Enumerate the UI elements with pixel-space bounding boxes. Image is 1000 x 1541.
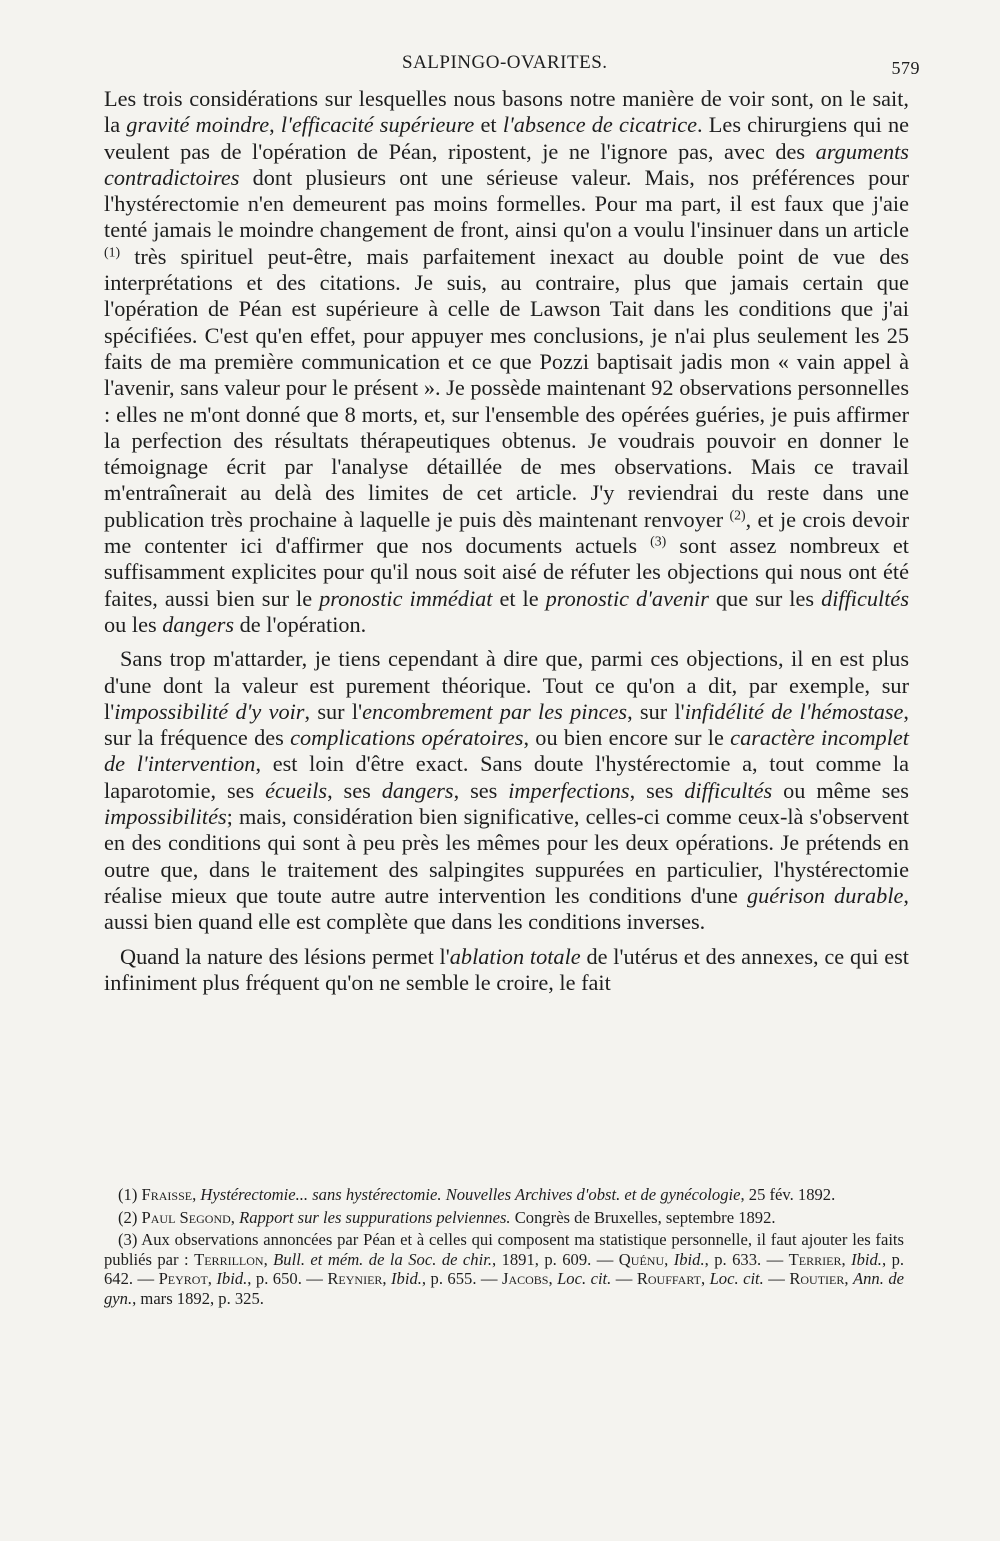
text-run: dont plusieurs ont une sérieuse valeur. Mais, nos préférences pour l'hystérectomie n'en demeurent pas moins formelles. Pour ma part, il est faux que j'aie tenté jamais le moindre changement de front, ainsi qu'on a voulu l'insinuer dans un article	[104, 164, 909, 243]
italic-run: gravité moindre	[126, 112, 270, 138]
page-header	[100, 52, 920, 82]
footnote-text: , mars 1892, p. 325.	[132, 1288, 264, 1308]
footnote-3: (3) Aux observations annoncées par Péan et à celles qui composent ma statistique personnelle, il faut ajouter les faits publiés par : Terrillon, Bull. et mém. de la Soc. de chir., 1891, p. 609. — Quénu, Ibid., p. 633. — Terrier, Ibid., p. 642. — Peyrot, Ibid., p. 650. — Reynier, Ibid., p. 655. — Jacobs, Loc. cit. — Rouffart, Loc. cit. — Routier, Ann. de gyn., mars 1892, p. 325.	[104, 1230, 905, 1308]
footnote-text: Congrès de Bruxelles, septembre 1892.	[510, 1207, 776, 1227]
paragraph-1	[104, 86, 909, 638]
italic-run: infidélité de l'hémostase	[684, 698, 904, 724]
italic-run: impossibilités	[104, 804, 227, 830]
footnote-author: Reynier	[327, 1269, 383, 1289]
footnote-source: Ibid.	[851, 1249, 882, 1269]
text-run: , ses	[327, 777, 382, 803]
text-run: que sur les	[708, 585, 822, 611]
text-run: , ses	[629, 777, 685, 803]
running-title: SALPINGO-OVARITES.	[402, 52, 608, 73]
footnote-text: —	[763, 1269, 790, 1289]
text-run: et le	[492, 585, 546, 611]
italic-run: caractère incomplet de l'intervention	[104, 725, 909, 777]
text-run: , ses	[453, 777, 509, 803]
italic-run: pronostic immédiat	[319, 585, 493, 611]
italic-run: encombrement par les pinces	[362, 698, 628, 724]
footnote-author: Rouffart	[636, 1269, 701, 1289]
footnote-text: , p. 633. —	[704, 1249, 789, 1269]
footnote-author: Quénu	[618, 1249, 665, 1269]
text-run: Les trois considérations sur lesquelles nous basons notre manière de voir sont, on le sait, la	[104, 86, 909, 138]
footnote-mark: (2)	[118, 1207, 138, 1227]
text-run: Sans trop m'attarder, je tiens cependant à dire que, parmi ces objections, il en est plus d'une dont la valeur est purement théorique. Tout ce qu'on a dit, par exemple, sur l'	[104, 646, 909, 724]
paragraph-3	[104, 944, 909, 997]
footnote-ref-2: (2)	[729, 507, 746, 523]
text-run: très spirituel peut-être, mais parfaitement inexact au double point de vue des interprétations et des citations. Je suis, au contraire, plus que jamais certain que l'opération de Péan est supérieure à celle de Lawson Tait dans les conditions que j'ai spécifiées. C'est qu'en effet, pour appuyer mes conclusions, je n'ai plus seulement les 25 faits de ma première communication et ce que Pozzi baptisait jadis mon « vain appel à l'avenir, sans valeur pour le présent ». Je possède maintenant 92 observations personnelles : elles ne m'ont donné que 8 morts, et, sur l'ensemble des opérées guéries, je puis affirmer la perfection des résultats thérapeutiques obtenus. Je voudrais pouvoir en donner le témoignage écrit par l'analyse détaillée de mes observations. Mais ce travail m'entraînerait au delà des limites de cet article. J'y reviendrai du reste dans une publication très prochaine à laquelle je puis dès maintenant renvoyer	[104, 243, 909, 532]
footnote-source: Loc. cit.	[557, 1269, 612, 1289]
footnote-text: Aux observations annoncées par Péan et à celles qui composent ma statistique personnelle, il faut ajouter les faits publiés par :	[104, 1230, 905, 1269]
text-run: ,	[269, 112, 281, 138]
footnote-mark: (1)	[118, 1185, 138, 1204]
text-run: ou les	[104, 611, 163, 637]
footnote-author: Paul Segond	[141, 1207, 231, 1227]
footnote-author: Jacobs	[501, 1269, 549, 1289]
footnote-title: Hystérectomie... sans hystérectomie. Nouvelles Archives d'obst. et de gynécologie	[200, 1185, 741, 1204]
italic-run: l'efficacité supérieure	[280, 112, 475, 138]
footnote-text: , 1891, p. 609. —	[491, 1249, 619, 1269]
footnote-source: Ann. de gyn.	[104, 1269, 904, 1308]
page-number: 579	[891, 58, 920, 78]
italic-run: l'absence de cicatrice	[502, 112, 698, 138]
footnote-source: Ibid.	[216, 1269, 248, 1289]
footnote-ref-3: (3)	[650, 533, 667, 549]
footnote-2: (2) Paul Segond, Rapport sur les suppurations pelviennes. Congrès de Bruxelles, septembre 1892.	[118, 1207, 776, 1227]
italic-run: dangers	[381, 777, 454, 803]
footnotes	[104, 1185, 904, 1312]
text-run: , aussi bien quand elle est complète que dans les conditions inverses.	[104, 882, 909, 935]
footnote-1: (1) Fraisse, Hystérectomie... sans hystérectomie. Nouvelles Archives d'obst. et de gynécologie, 25 fév. 1892.	[118, 1185, 836, 1204]
footnote-text: , 25 fév. 1892.	[740, 1185, 836, 1204]
footnote-source: Ibid.	[391, 1269, 422, 1289]
footnote-source: Loc. cit.	[709, 1269, 764, 1289]
footnote-title: Rapport sur les suppurations pelviennes.	[239, 1207, 511, 1227]
text-run: sont assez nombreux et suffisamment explicites pour qu'il nous soit aisé de réfuter les objections qui nous ont été faites, aussi bien sur le	[104, 533, 909, 611]
footnote-author: Routier	[789, 1269, 845, 1289]
italic-run: complications opératoires	[290, 725, 524, 751]
text-run: de l'utérus et des annexes, ce qui est infiniment plus fréquent qu'on ne semble le croire, le fait	[104, 943, 909, 995]
footnote-text: , p. 655. —	[421, 1269, 502, 1289]
footnote-text: , p. 650. —	[247, 1269, 328, 1289]
main-text	[104, 86, 909, 1004]
footnote-source: Ibid.	[673, 1249, 705, 1269]
text-run: . Les chirurgiens qui ne veulent pas de l'opération de Péan, ripostent, je ne l'ignore pas, avec des	[104, 112, 910, 164]
italic-run: guérison durable	[746, 882, 904, 908]
footnote-ref-1: (1)	[104, 244, 121, 260]
italic-run: arguments contradictoires	[104, 138, 909, 190]
italic-run: dangers	[162, 611, 235, 637]
footnote-author: Terrier	[788, 1249, 842, 1269]
text-run: Quand la nature des lésions permet l'	[120, 943, 450, 969]
italic-run: pronostic d'avenir	[545, 585, 709, 611]
footnote-author: Peyrot	[158, 1269, 208, 1289]
italic-run: ablation totale	[449, 943, 581, 969]
footnote-text: , p. 642. —	[104, 1249, 905, 1289]
text-run: , sur l'	[627, 698, 685, 724]
text-run: ou même ses	[772, 777, 909, 803]
italic-run: difficultés	[684, 777, 773, 803]
footnote-author: Fraisse	[141, 1185, 193, 1204]
italic-run: impossibilité d'y voir	[114, 698, 305, 724]
text-run: et	[474, 112, 503, 138]
footnote-author: Terrillon	[194, 1249, 264, 1269]
text-run: , sur l'	[304, 698, 363, 724]
italic-run: imperfections	[508, 777, 630, 803]
text-run: , ou bien encore sur le	[523, 725, 731, 751]
italic-run: écueils	[265, 777, 328, 803]
text-run: , sur la fréquence des	[104, 698, 909, 751]
italic-run: difficultés	[821, 585, 909, 611]
footnote-text: —	[611, 1269, 637, 1289]
text-run: ; mais, considération bien significative, celles-ci comme ceux-là s'observent en des conditions qui sont à peu près les mêmes pour les deux opérations. Je prétends en outre que, dans le traitement des salpingites suppurées en particulier, l'hystérectomie réalise mieux que toute autre autre intervention les conditions d'une	[104, 804, 909, 908]
paragraph-2	[104, 646, 909, 935]
footnote-mark: (3)	[118, 1230, 138, 1250]
footnote-source: Bull. et mém. de la Soc. de chir.	[273, 1249, 492, 1269]
text-run: , est loin d'être exact. Sans doute l'hystérectomie a, tout comme la laparotomie, ses	[104, 751, 909, 803]
text-run: de l'opération.	[234, 611, 367, 637]
text-run: , et je crois devoir me contenter ici d'affirmer que nos documents actuels	[104, 506, 910, 559]
